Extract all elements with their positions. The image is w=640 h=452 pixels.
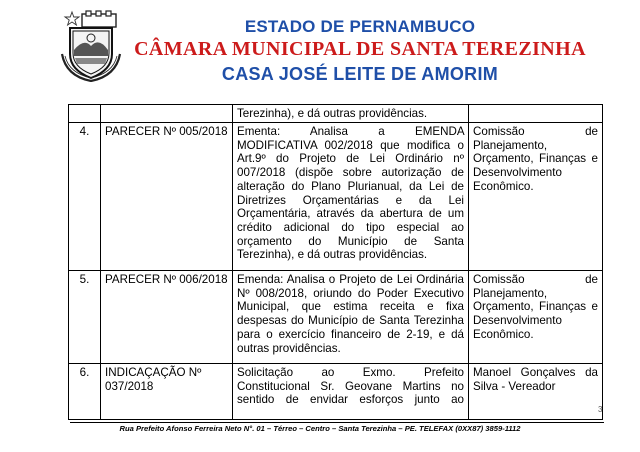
author-cell	[469, 271, 603, 364]
document-title: INDICAÇAÇÃO Nº 037/2018	[101, 364, 233, 420]
summary-cell	[233, 271, 469, 364]
table-row	[69, 364, 603, 420]
summary-line: Solicitação ao Exmo. Prefeito	[237, 366, 464, 379]
municipal-coat-of-arms-icon	[58, 10, 124, 82]
author-line: Comissão de	[473, 125, 598, 138]
agenda-table-body	[69, 105, 603, 420]
author-line: Desenvolvimento Econômico.	[473, 314, 562, 341]
summary-cell	[233, 105, 469, 123]
item-number: 6.	[69, 364, 101, 420]
author-line: Planejamento,	[473, 286, 548, 300]
summary-line: 007/2018 (dispõe sobre autorização de	[237, 166, 464, 180]
item-number: 4.	[69, 123, 101, 271]
summary-line: MODIFICATIVA 002/2018 que modifica o	[237, 138, 464, 152]
summary-line: outras providências.	[237, 341, 341, 355]
summary-line: para o exercício financeiro de 2-19, e dá	[237, 327, 464, 341]
summary-line: Diretrizes Orçamentárias e da Lei	[237, 193, 464, 207]
summary-line: Terezinha), e dá outras providências.	[237, 248, 428, 262]
header-chamber: CÂMARA MUNICIPAL DE SANTA TEREZINHA	[134, 38, 586, 60]
summary-line: despesas do Município de Santa Terezinha	[237, 314, 464, 328]
author-line: Orçamento, Finanças e	[473, 300, 598, 314]
summary-cell	[233, 364, 469, 420]
header-house: CASA JOSÉ LEITE DE AMORIM	[221, 64, 499, 84]
table-row	[69, 105, 603, 123]
document-title: PARECER Nº 005/2018	[101, 123, 233, 271]
item-number: 5.	[69, 271, 101, 364]
summary-line: orçamento do Município de Santa	[237, 234, 464, 248]
table-row	[69, 271, 603, 364]
author-line: Manoel Gonçalves da	[473, 366, 598, 379]
table-row	[69, 123, 603, 271]
summary-line: sentido de envidar esforços junto ao	[237, 393, 464, 407]
footer-divider	[70, 422, 604, 423]
summary-line: alteração do Plano Plurianual, da Lei de	[237, 179, 464, 193]
author-line: Comissão de	[473, 273, 598, 286]
header-state: ESTADO DE PERNAMBUCO	[244, 17, 476, 36]
summary-line: Art.9º do Projeto de Lei Ordinário nº	[237, 152, 464, 166]
summary-line: Constitucional Sr. Geovane Martins no	[237, 379, 464, 393]
summary-cell	[233, 123, 469, 271]
summary-line: Municipal, que estima receita e fixa	[237, 300, 464, 314]
summary-line: Terezinha), e dá outras providências.	[237, 107, 428, 120]
author-cell	[469, 364, 603, 420]
page-number: 3	[598, 405, 603, 414]
document-title: PARECER Nº 006/2018	[101, 271, 233, 364]
author-line: Desenvolvimento Econômico.	[473, 166, 562, 193]
summary-line: Nº 008/2018, oriundo do Poder Executivo	[237, 286, 464, 300]
summary-line: crédito adicional do tipo especial ao	[237, 220, 464, 234]
item-number	[69, 105, 101, 123]
author-line: Planejamento,	[473, 138, 548, 152]
author-line: Silva - Vereador	[473, 379, 556, 393]
footer-address: Rua Prefeito Afonso Ferreira Neto N°. 01 – Térreo – Centro – Santa Terezinha – PE. TELEFAX (0XX87) 3859-1112	[119, 424, 521, 433]
summary-line: Orçamentária, através da abertura de um	[237, 207, 464, 221]
summary-line: Ementa: Analisa a EMENDA	[237, 125, 464, 138]
summary-line: Emenda: Analisa o Projeto de Lei Ordinária	[237, 273, 464, 286]
author-cell	[469, 123, 603, 271]
agenda-table	[68, 104, 603, 420]
author-line: Orçamento, Finanças e	[473, 152, 598, 166]
document-title	[101, 105, 233, 123]
author-cell	[469, 105, 603, 123]
